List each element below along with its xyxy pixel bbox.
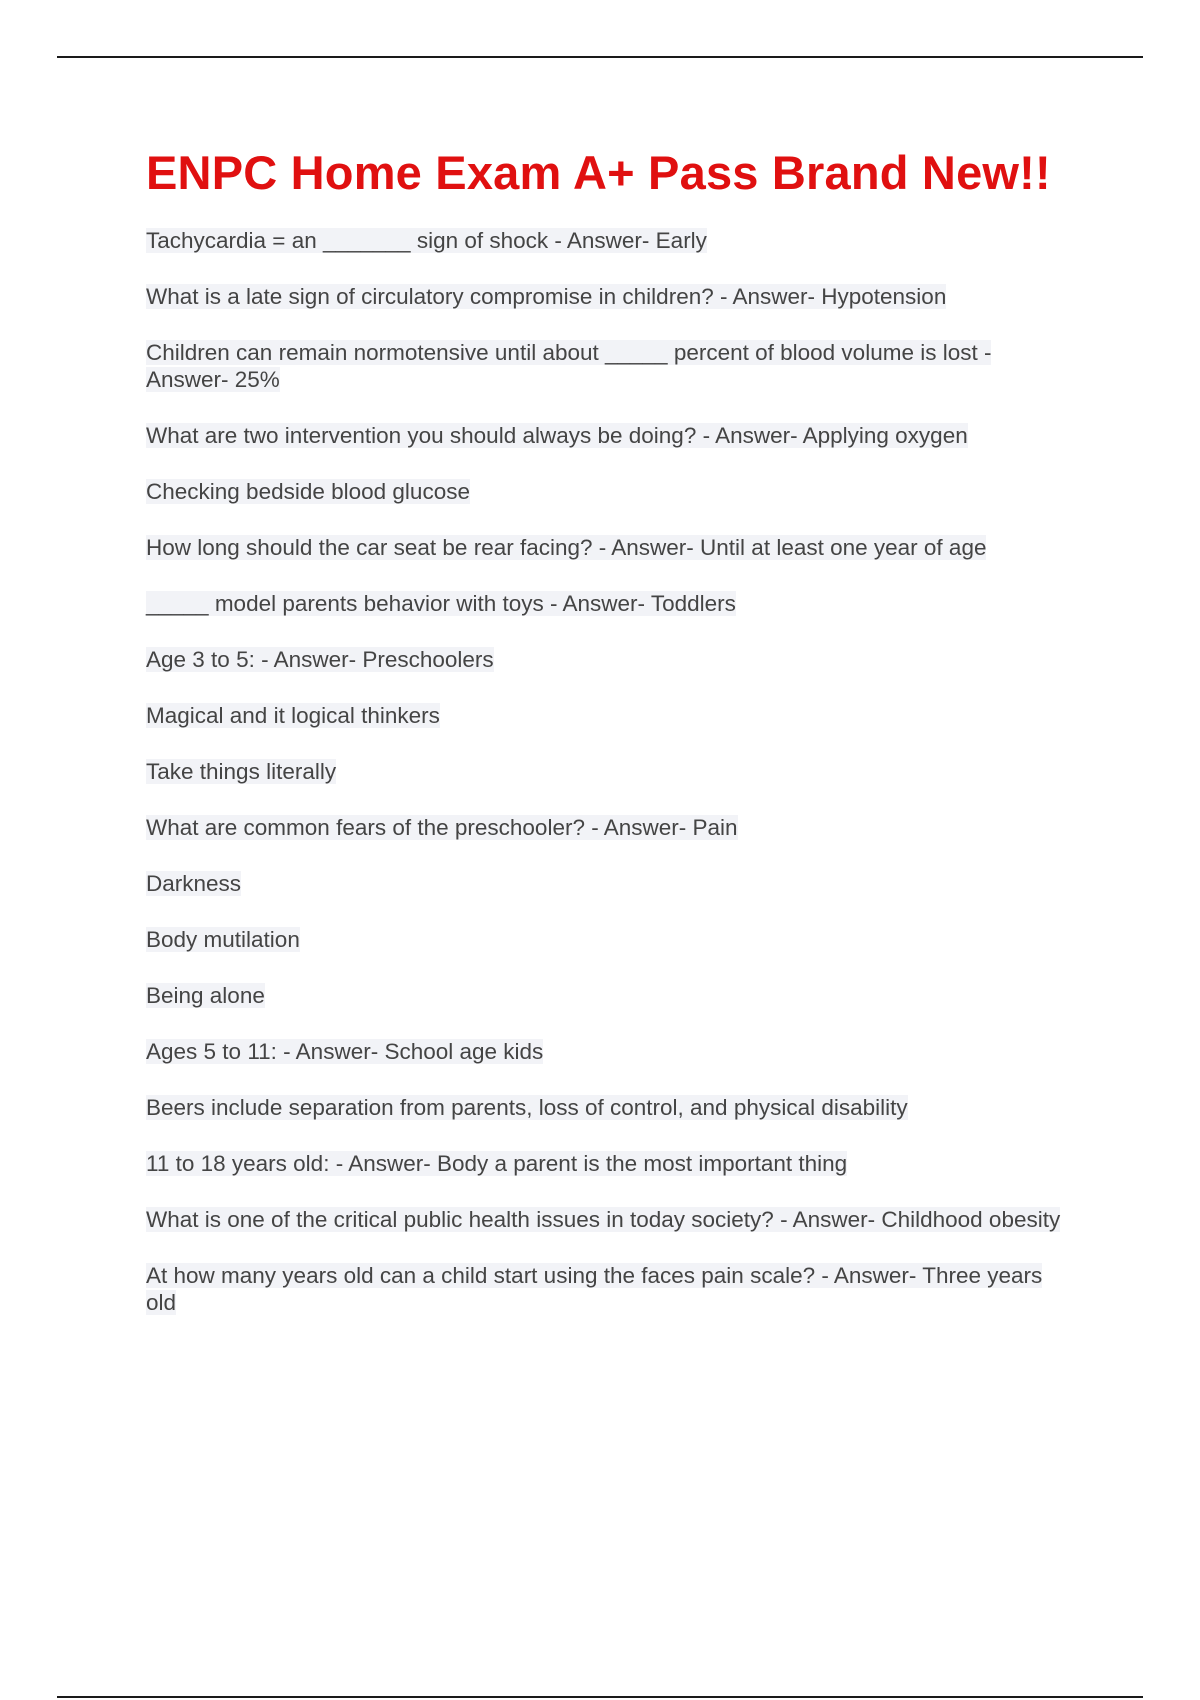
qa-text: Tachycardia = an _______ sign of shock - Answer- Early [146, 228, 707, 253]
qa-text: What is one of the critical public health issues in today society? - Answer- Childhood obesity [146, 1207, 1061, 1232]
qa-text: 11 to 18 years old: - Answer- Body a parent is the most important thing [146, 1151, 848, 1176]
qa-text: How long should the car seat be rear facing? - Answer- Until at least one year of age [146, 535, 987, 560]
qa-item [146, 227, 1066, 254]
qa-text: _____ model parents behavior with toys - Answer- Toddlers [146, 591, 736, 616]
qa-item [146, 339, 1066, 393]
qa-list [146, 227, 1066, 1316]
qa-item [146, 1038, 1066, 1065]
bottom-divider [57, 1696, 1143, 1698]
qa-text: Take things literally [146, 759, 337, 784]
qa-text: Being alone [146, 983, 265, 1008]
document-title: ENPC Home Exam A+ Pass Brand New!! [146, 146, 1051, 199]
qa-item [146, 1094, 1066, 1121]
qa-item [146, 590, 1066, 617]
qa-item [146, 814, 1066, 841]
qa-item [146, 478, 1066, 505]
qa-item [146, 702, 1066, 729]
qa-text: Beers include separation from parents, loss of control, and physical disability [146, 1095, 908, 1120]
qa-text: Body mutilation [146, 927, 300, 952]
qa-item [146, 283, 1066, 310]
qa-item [146, 758, 1066, 785]
qa-item [146, 534, 1066, 561]
qa-text: Magical and it logical thinkers [146, 703, 440, 728]
qa-item [146, 926, 1066, 953]
qa-item [146, 646, 1066, 673]
qa-text: Darkness [146, 871, 242, 896]
qa-item [146, 870, 1066, 897]
qa-text: Children can remain normotensive until about _____ percent of blood volume is lost - Answer- 25% [146, 340, 992, 392]
qa-item [146, 982, 1066, 1009]
qa-text: What is a late sign of circulatory compromise in children? - Answer- Hypotension [146, 284, 947, 309]
qa-item [146, 1206, 1066, 1233]
qa-item [146, 1150, 1066, 1177]
document-body [146, 145, 1066, 1345]
qa-text: Checking bedside blood glucose [146, 479, 470, 504]
qa-text: At how many years old can a child start using the faces pain scale? - Answer- Three years old [146, 1263, 1043, 1315]
top-divider [57, 56, 1143, 58]
qa-item [146, 1262, 1066, 1316]
qa-text: Ages 5 to 11: - Answer- School age kids [146, 1039, 544, 1064]
qa-text: Age 3 to 5: - Answer- Preschoolers [146, 647, 494, 672]
qa-item [146, 422, 1066, 449]
qa-text: What are two intervention you should always be doing? - Answer- Applying oxygen [146, 423, 968, 448]
qa-text: What are common fears of the preschooler? - Answer- Pain [146, 815, 738, 840]
